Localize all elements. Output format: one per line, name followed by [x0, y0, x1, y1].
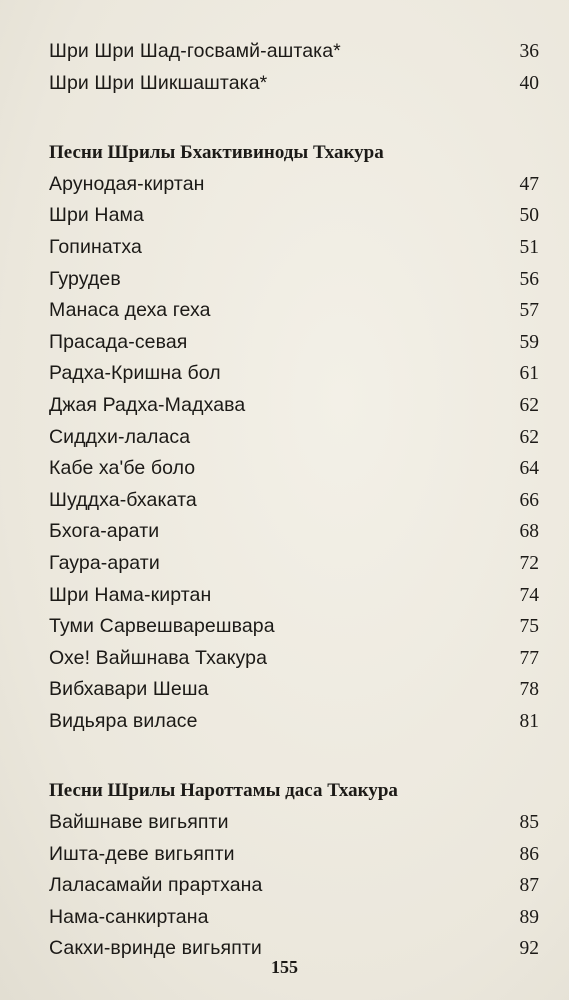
toc-entry-title: Видьяра виласе [49, 709, 198, 732]
toc-entry-title: Сакхи-вринде вигьяпти [49, 937, 262, 960]
toc-entry-page: 40 [519, 72, 539, 94]
toc-entry [49, 643, 539, 675]
toc-entry-title: Кабе ха'бе боло [49, 457, 196, 480]
toc-entry-title: Арунодая-киртан [49, 172, 205, 195]
toc-entry-title: Вибхавари Шеша [49, 678, 209, 701]
toc-entry [49, 839, 539, 871]
toc-entry-page: 66 [519, 489, 539, 511]
toc-entry-title: Вайшнаве вигьяпти [49, 811, 229, 834]
toc-entry-page: 36 [519, 41, 539, 62]
section-gap [49, 737, 539, 775]
toc-entry-page: 61 [519, 363, 539, 385]
toc-entry [49, 870, 539, 902]
toc-entry-page: 62 [519, 426, 539, 448]
toc-entry-page: 59 [519, 331, 539, 353]
toc-entry-page: 72 [519, 552, 539, 574]
toc-entry-title: Шри Нама [49, 204, 145, 227]
toc-entry-page: 74 [519, 584, 539, 606]
toc-entry-page: 50 [519, 205, 539, 227]
toc-entry-page: 77 [519, 647, 539, 669]
toc-entry-title: Гопинатха [49, 235, 142, 258]
toc-entry-title: Сиддхи-лаласа [49, 425, 191, 448]
toc-entry [49, 548, 539, 580]
toc-entry [49, 295, 539, 327]
toc-entry [49, 390, 539, 422]
toc-entry-title: Шри Нама-киртан [49, 583, 212, 606]
toc-entry-page: 85 [519, 812, 539, 834]
toc-entry [49, 36, 539, 68]
toc-entry-page: 81 [519, 710, 539, 732]
toc-entry-title: Бхога-арати [49, 520, 160, 543]
toc-entry-title: Охе! Вайшнава Тхакура [49, 646, 268, 669]
toc-section [49, 137, 539, 737]
toc-entry-title: Ишта-деве вигьяпти [49, 842, 235, 865]
toc-entry-page: 62 [519, 394, 539, 416]
toc-entry-page: 75 [519, 616, 539, 638]
toc-entry [49, 358, 539, 390]
toc-entry-page: 47 [519, 173, 539, 195]
toc-entry-title: Шри Шри Шад-госвамй-аштака* [49, 40, 341, 62]
toc-entry [49, 200, 539, 232]
toc-entry-page: 78 [519, 679, 539, 701]
toc-entry-page: 51 [519, 236, 539, 258]
section-heading: Песни Шрилы Нароттамы даса Тхакура [49, 780, 398, 802]
toc-entry [49, 264, 539, 296]
table-of-contents [49, 36, 539, 965]
toc-entry-title: Лаласамайи прартхана [49, 874, 263, 897]
toc-entry-title: Гаура-арати [49, 551, 160, 574]
toc-entry-title: Радха-Кришна бол [49, 362, 221, 385]
toc-entry-page: 56 [519, 268, 539, 290]
toc-entry [49, 516, 539, 548]
toc-entry-title: Нама-санкиртана [49, 905, 209, 928]
toc-entry-page: 89 [519, 906, 539, 928]
toc-entry [49, 68, 539, 100]
toc-entry [49, 453, 539, 485]
toc-entry-title: Туми Сарвешварешвара [49, 615, 275, 638]
toc-entry-page: 86 [519, 843, 539, 865]
toc-entry [49, 580, 539, 612]
toc-entry-page: 87 [519, 875, 539, 897]
toc-entry [49, 232, 539, 264]
toc-entry-page: 57 [519, 300, 539, 322]
toc-entry-title: Прасада-севая [49, 330, 188, 353]
toc-section [49, 775, 539, 965]
toc-entry-title: Джая Радха-Мадхава [49, 393, 246, 416]
toc-entry [49, 902, 539, 934]
page-number: 155 [271, 957, 298, 977]
toc-entry [49, 807, 539, 839]
toc-entry [49, 611, 539, 643]
toc-entry [49, 706, 539, 738]
toc-entry [49, 674, 539, 706]
section-heading: Песни Шрилы Бхактивиноды Тхакура [49, 142, 384, 164]
toc-entry-page: 64 [519, 458, 539, 480]
toc-entry [49, 327, 539, 359]
toc-entry-title: Шуддха-бхаката [49, 488, 197, 511]
toc-entry-page: 68 [519, 521, 539, 543]
toc-entry [49, 422, 539, 454]
toc-entry-title: Манаса деха геха [49, 299, 211, 322]
toc-entry-title: Гурудев [49, 267, 121, 290]
toc-entry-page: 92 [519, 938, 539, 960]
toc-entry [49, 169, 539, 201]
toc-section [49, 36, 539, 99]
toc-entry-title: Шри Шри Шикшаштака* [49, 71, 268, 94]
section-gap [49, 99, 539, 137]
toc-entry [49, 485, 539, 517]
